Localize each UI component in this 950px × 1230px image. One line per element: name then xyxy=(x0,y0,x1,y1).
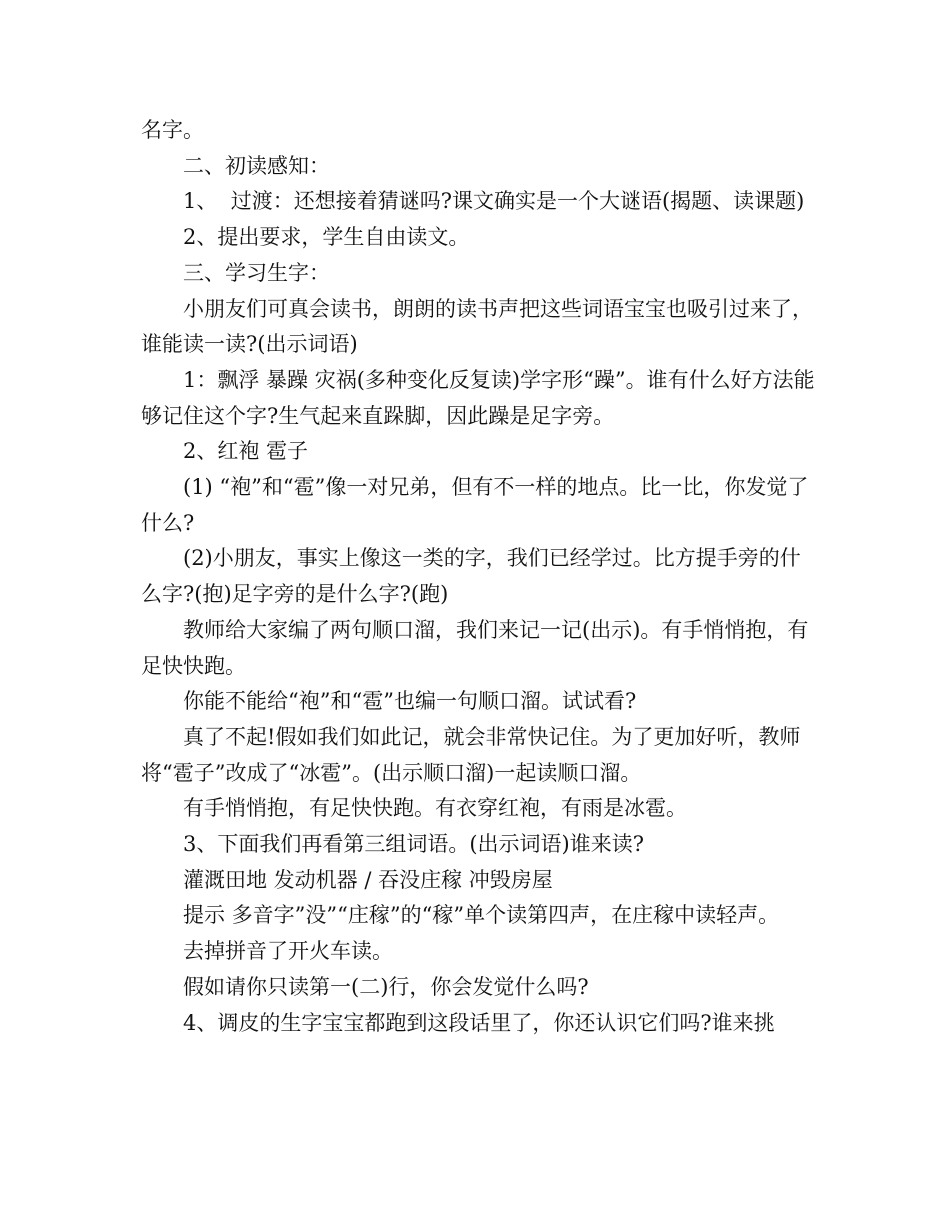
section-heading: 二、初读感知： xyxy=(183,153,330,178)
paragraph: 有手悄悄抱，有足快快跑。有衣穿红袍，有雨是冰雹。 xyxy=(183,796,687,821)
paragraph: 假如请你只读第一(二)行，你会发觉什么吗? xyxy=(183,974,589,999)
paragraph: 灌溉田地 发动机器 / 吞没庄稼 冲毁房屋 xyxy=(183,867,553,892)
paragraph: 教师给大家编了两句顺口溜，我们来记一记(出示)。有手悄悄抱，有足快快跑。 xyxy=(141,617,809,678)
paragraph: 3、下面我们再看第三组词语。(出示词语)谁来读? xyxy=(183,832,645,857)
paragraph: 你能不能给“袍”和“雹”也编一句顺口溜。试试看? xyxy=(183,689,637,714)
paragraph: 小朋友们可真会读书，朗朗的读书声把这些词语宝宝也吸引过来了，谁能读一读?(出示词语) xyxy=(141,296,813,357)
paragraph: (1) “袍”和“雹”像一对兄弟，但有不一样的地点。比一比，你发觉了什么? xyxy=(141,475,809,535)
paragraph: (2)小朋友，事实上像这一类的字，我们已经学过。比方提手旁的什么字?(抱)足字旁的是什么字?(跑) xyxy=(141,546,801,607)
document-body xyxy=(141,113,821,1041)
paragraph: 真了不起!假如我们如此记，就会非常快记住。为了更加好听，教师将“雹子”改成了“冰雹”。(出示顺口溜)一起读顺口溜。 xyxy=(141,724,801,785)
section-heading: 三、学习生字： xyxy=(183,260,330,285)
paragraph: 2、提出要求，学生自由读文。 xyxy=(183,225,470,250)
paragraph: 去掉拼音了开火车读。 xyxy=(183,939,393,964)
paragraph: 2、红袍 雹子 xyxy=(183,439,309,464)
paragraph: 名字。 xyxy=(141,118,204,142)
paragraph: 1：飘浮 暴躁 灾祸(多种变化反复读)学字形“躁”。谁有什么好方法能够记住这个字?生气起来直跺脚，因此躁是足字旁。 xyxy=(141,367,815,428)
paragraph: 4、调皮的生字宝宝都跑到这段话里了，你还认识它们吗?谁来挑 xyxy=(183,1010,775,1035)
paragraph: 1、 过渡：还想接着猜谜吗?课文确实是一个大谜语(揭题、读课题) xyxy=(183,189,805,214)
paragraph: 提示 多音字”没”“庄稼”的“稼”单个读第四声，在庄稼中读轻声。 xyxy=(183,903,780,928)
